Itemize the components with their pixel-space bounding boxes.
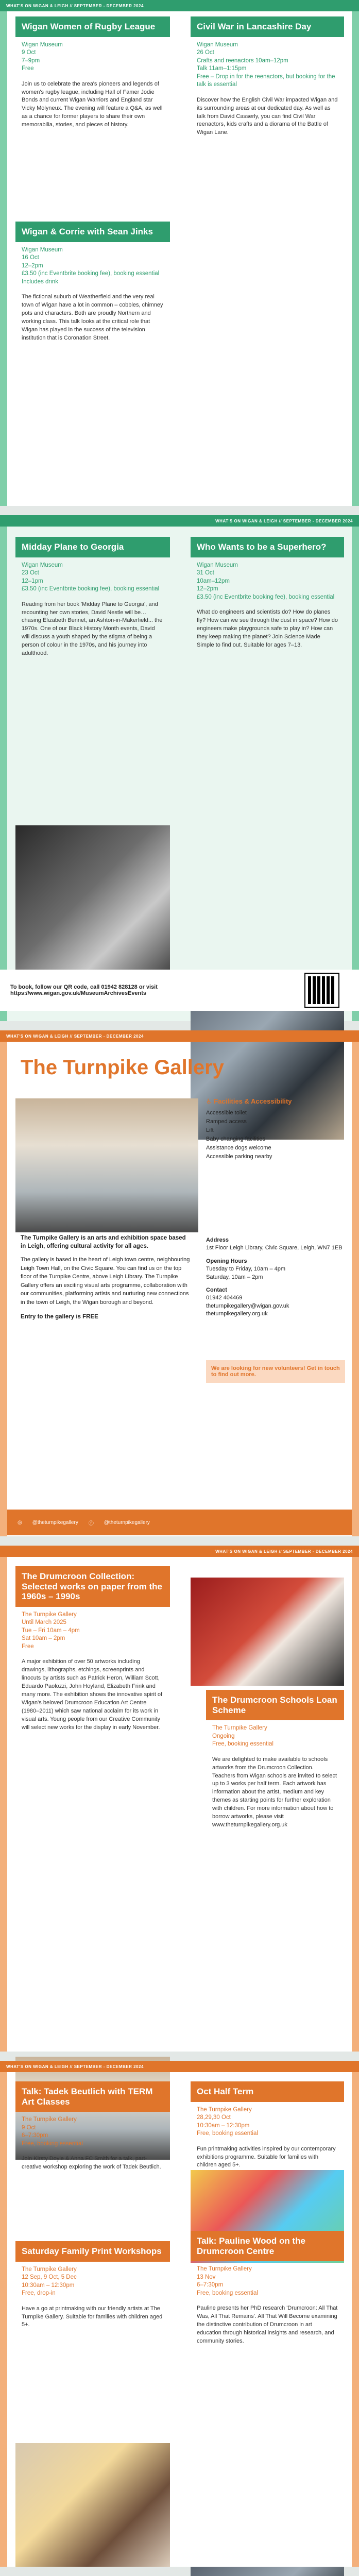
event-meta: The Turnpike Gallery 12 Sep, 9 Oct, 5 Dec 10:30am – 12:30pm Free, drop-in <box>22 2266 77 2297</box>
gallery-photo <box>15 1098 198 1232</box>
event-description: We are delighted to make available to schools artworks from the Drumcroon Collection. Teachers from Wigan schools are invited to select up to 3 works per half term. Each artwork has information about the artist, medium and key themes as starting points for further exploration with children. For more information about how to borrow artworks, please visit www.theturnpikegallery.org.uk <box>212 1756 337 1828</box>
event-superhero <box>191 537 344 653</box>
right-gutter <box>352 11 359 506</box>
accessibility-box: ♿ Facilities & Accessibility Accessible toilet Ramped access Lift Baby changing facilities Assistance dogs welcome Accessible parking nearby <box>206 1097 345 1161</box>
event-title: Saturday Family Print Workshops <box>22 2246 162 2256</box>
gallery-contact: Address 1st Floor Leigh Library, Civic Square, Leigh, WN7 1EB Opening Hours Tuesday to Friday, 10am – 4pm Saturday, 10am – 2pm Contact 01942 404469 theturnpikegallery@wigan.gov.uk theturnpikegallery.org.uk <box>206 1237 343 1317</box>
event-title: Talk: Tadek Beutlich with TERM Art Classes <box>22 2087 153 2107</box>
workshop-photo <box>15 2443 170 2567</box>
event-meta: Wigan Museum 26 Oct Crafts and reenactors 10am–12pm Talk 11am–1:15pm Free – Drop in for the reenactors, but booking for the talk is essential <box>197 41 335 88</box>
running-header: WHAT'S ON WIGAN & LEIGH // SEPTEMBER - DECEMBER 2024 <box>0 515 359 527</box>
event-description: Have a go at printmaking with our friendly artists at The Turnpike Gallery. Suitable for families with children aged 5+. <box>22 2305 163 2328</box>
booking-footer: To book, follow our QR code, call 01942 828128 or visit https://www.wigan.gov.uk/MuseumArchivesEvents <box>0 970 359 1011</box>
event-meta: The Turnpike Gallery 13 Nov 6–7:30pm Free, booking essential <box>197 2266 258 2296</box>
event-meta: Wigan Museum 31 Oct 10am–12pm 12–2pm £3.50 (inc Eventbrite booking fee), booking essential <box>197 562 335 600</box>
event-meta: The Turnpike Gallery Ongoing Free, booking essential <box>212 1725 273 1748</box>
accessibility-list: Accessible toilet Ramped access Lift Baby changing facilities Assistance dogs welcome Accessible parking nearby <box>206 1110 272 1160</box>
event-title: The Drumcroon Schools Loan Scheme <box>212 1695 337 1715</box>
event-civil-war <box>191 16 344 140</box>
event-pauline-talk <box>191 2231 344 2349</box>
event-description: Join us to celebrate the area's pioneers and legends of women's rugby league, including Hall of Famer Jodie Bonds and current Wigan Warriors and England star Vicky Molyneux. The evening will feature a Q&A, as well as a chance for former players to share their own memorabilia, stories, and pieces of history. <box>22 80 163 128</box>
event-description: Join Kirsty Doyle & Anna FC Smith for a talk, part-creative workshop exploring the work of Tadek Beutlich. <box>22 2156 161 2171</box>
event-meta: Wigan Museum 9 Oct 7–9pm Free <box>22 41 63 72</box>
event-description: Discover how the English Civil War impacted Wigan and its surrounding areas at our dedicated day. As well as talk from David Casserly, you can find Civil War reenactors, kids crafts and a diorama of the Battle of Wigan Lane. <box>197 96 338 136</box>
event-meta: The Turnpike Gallery 9 Oct 6–7:30pm Free, booking essential <box>22 2116 83 2147</box>
page-1 <box>0 0 359 515</box>
event-description: What do engineers and scientists do? How do planes fly? How can we see through the dust in space? How do engineers make playgrounds safe to play in? How can they keep making the planet? Join Science Made Simple to find out. Suitable for ages 7–13. <box>197 609 338 648</box>
page-4 <box>0 1546 359 2061</box>
event-title: Wigan Women of Rugby League <box>22 22 156 31</box>
event-meta: The Turnpike Gallery Until March 2025 Tue – Fri 10am – 4pm Sat 10am – 2pm Free <box>22 1611 80 1650</box>
running-header: WHAT'S ON WIGAN & LEIGH // SEPTEMBER - DECEMBER 2024 <box>0 0 359 11</box>
gallery-description: The gallery is based in the heart of Leigh town centre, neighbouring Leigh Town Hall, on the Civic Square. You can find us on the top floor of the Turnpike Centre, above Leigh Library. The Turnpike Gallery offers an exciting visual arts programme, collaboration with our communities, platforming artists and nurturing new connections in the town of Leigh, the Wigan borough and beyond. <box>21 1257 190 1306</box>
event-midday-plane <box>15 537 170 661</box>
volunteer-box: We are looking for new volunteers! Get in touch to find out more. <box>206 1360 345 1383</box>
page-title: The Turnpike Gallery <box>21 1056 224 1079</box>
page-5 <box>0 2061 359 2576</box>
entry-note: Entry to the gallery is FREE <box>21 1314 98 1320</box>
accessibility-icon: ♿ <box>206 1097 214 1105</box>
event-meta: Wigan Museum 23 Oct 12–1pm £3.50 (inc Eventbrite booking fee), booking essential <box>22 562 160 592</box>
event-title: Talk: Pauline Wood on the Drumcroon Centre <box>197 2236 305 2256</box>
left-gutter <box>0 11 7 506</box>
page-3 <box>0 1030 359 1546</box>
page-2 <box>0 515 359 1030</box>
book-photo <box>15 825 170 980</box>
event-title: Midday Plane to Georgia <box>22 542 124 552</box>
event-wigan-corrie <box>15 222 170 346</box>
running-header: WHAT'S ON WIGAN & LEIGH // SEPTEMBER - DECEMBER 2024 <box>0 1030 359 1042</box>
event-title: The Drumcroon Collection: Selected works on paper from the 1960s – 1990s <box>22 1571 163 1602</box>
qr-code-icon[interactable] <box>305 974 338 1007</box>
event-title: Wigan & Corrie with Sean Jinks <box>22 227 153 236</box>
running-header: WHAT'S ON WIGAN & LEIGH // SEPTEMBER - DECEMBER 2024 <box>0 2061 359 2072</box>
gallery-about <box>21 1234 191 1320</box>
event-drumcroon-collection <box>15 1566 170 1735</box>
event-description: Fun printmaking activities inspired by our contemporary exhibitions programme. Suitable for families with children aged 5+. <box>197 2145 336 2168</box>
event-meta: The Turnpike Gallery 28,29,30 Oct 10:30am – 12:30pm Free, booking essential <box>197 2106 258 2137</box>
event-title: Oct Half Term <box>197 2087 254 2096</box>
event-title: Civil War in Lancashire Day <box>197 22 312 31</box>
artwork-photo <box>191 1578 344 1686</box>
facebook-icon[interactable]: ⓕ <box>88 1520 94 1527</box>
event-tadek-talk <box>15 2081 170 2175</box>
event-half-term <box>191 2081 344 2173</box>
event-description: Pauline presents her PhD research 'Drumcroon: All That Was, All That Remains'. All That Will Become examining the distinctive contribution of Drumcroon in art education through historical insights and research, and community stories. <box>197 2305 338 2344</box>
event-meta: Wigan Museum 16 Oct 12–2pm £3.50 (inc Eventbrite booking fee), booking essential Includes drink <box>22 246 160 285</box>
event-description: A major exhibition of over 50 artworks including drawings, lithographs, etchings, screenprints and linocuts by artists such as Patrick Heron, William Scott, Eduardo Paolozzi, John Hoyland, Elizabeth Frink and many more. The exhibition shows the innovative spirit of Wigan's beloved Drumcroon Education Art Centre (1980–2011) which saw national acclaim for its work in visual arts. Young people from our Creative Community will select new works for the display in early November. <box>22 1658 163 1731</box>
event-description: The fictional suburb of Weatherfield and the very real town of Wigan have a lot in common – cobbles, chimney pots and characters. Both are proudly Northern and working class. This talk looks at the critical role that Wigan has played in the success of the television institution that is Coronation Street. <box>22 294 163 341</box>
event-title: Who Wants to be a Superhero? <box>197 542 327 552</box>
event-family-print <box>15 2241 170 2332</box>
event-description: Reading from her book 'Midday Plane to Georgia', and recounting her own stories, David Nestle will be… chasing Elizabeth Bennet, an Ashton-in-Makerfield... the 1970s. One of our Black History Month events, David will discuss a youth shaped by the stigma of being a person of colour in the 1970s, and his journey into adulthood. <box>22 601 163 657</box>
instagram-icon[interactable]: ◎ <box>18 1519 22 1526</box>
gallery-intro: The Turnpike Gallery is an arts and exhibition space based in Leigh, offering cultural activity for all ages. <box>21 1235 186 1250</box>
event-women-rugby <box>15 16 170 132</box>
social-bar: ◎ @theturnpikegallery ⓕ @theturnpikegallery <box>7 1510 352 1535</box>
event-schools-loan <box>206 1690 344 1833</box>
talk-photo <box>191 2567 344 2576</box>
running-header: WHAT'S ON WIGAN & LEIGH // SEPTEMBER - DECEMBER 2024 <box>0 1546 359 1557</box>
